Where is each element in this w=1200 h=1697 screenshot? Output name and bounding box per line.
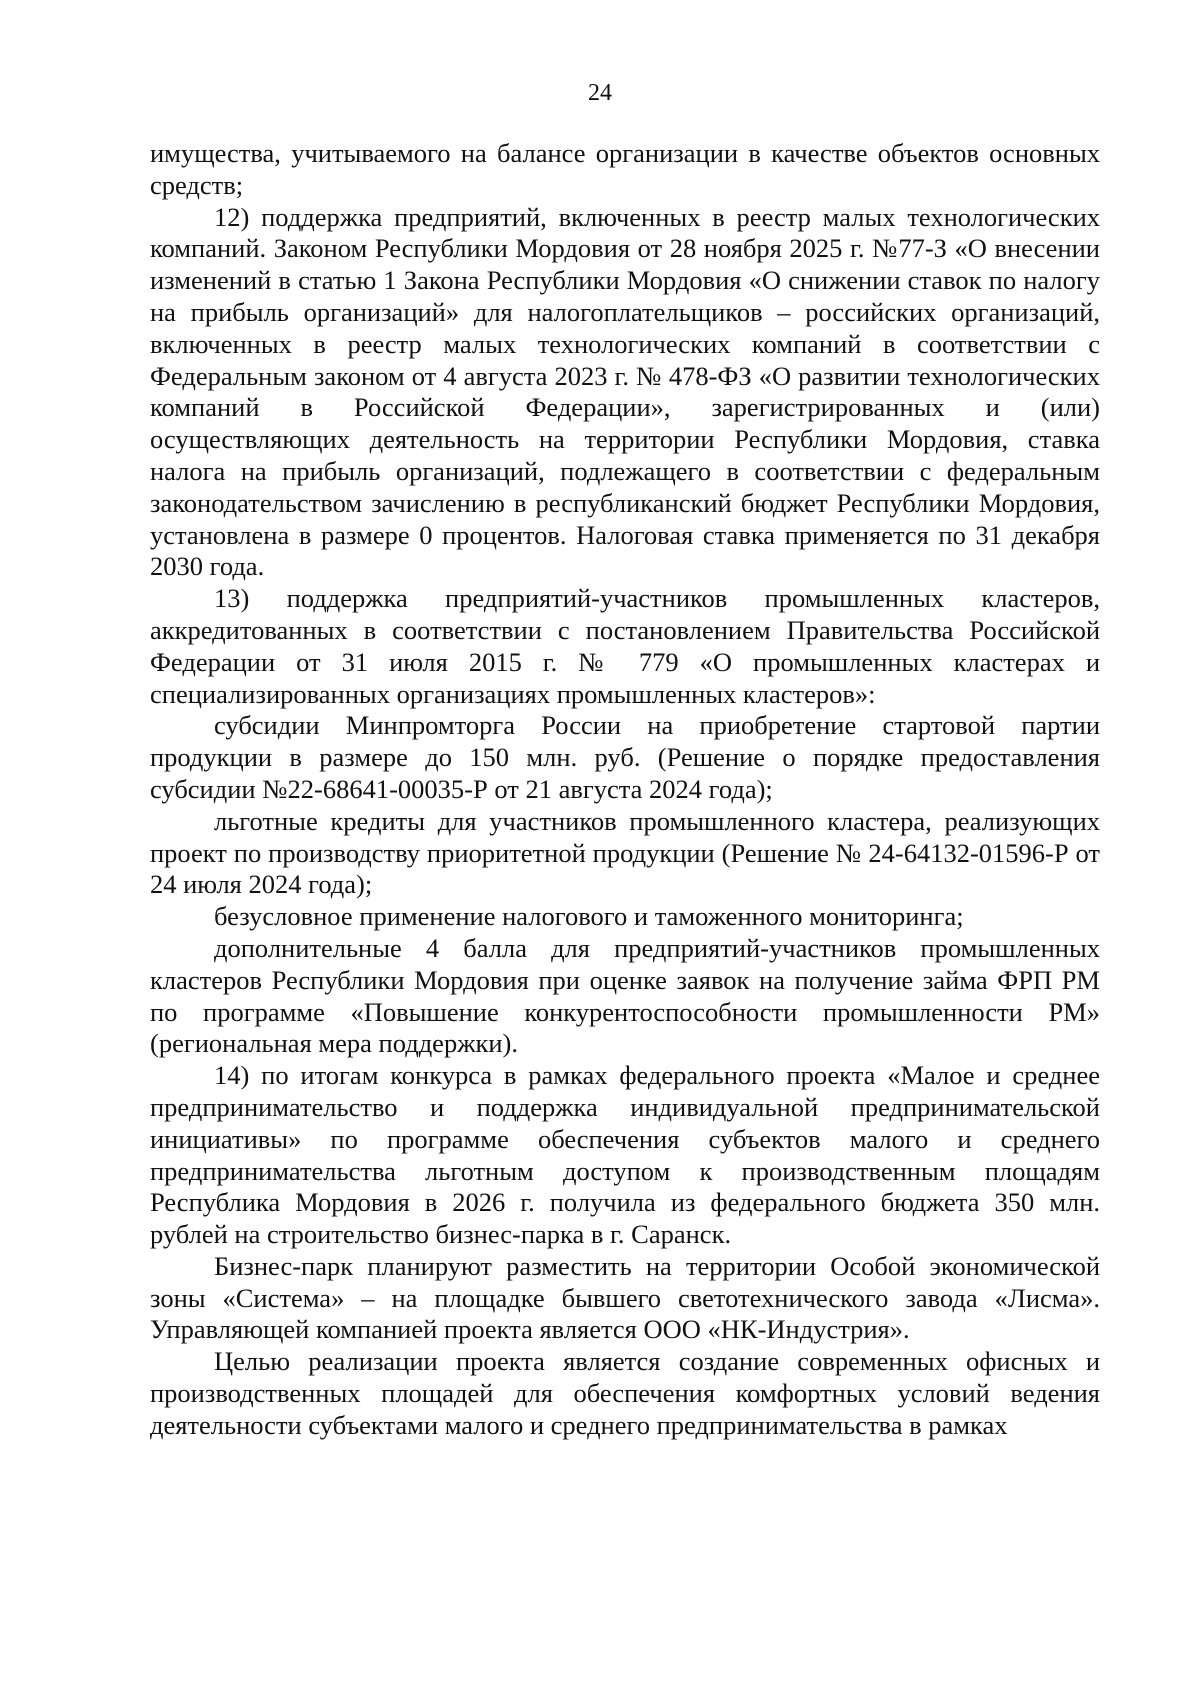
page-number: 24 — [588, 80, 612, 106]
paragraph-item-14: 14) по итогам конкурса в рамках федерального проекта «Малое и среднее предпринимательство и поддержка индивидуальной предпринимательской инициативы» по программе обеспечения субъектов малого и среднего предпринимательства льготным доступом к производственным площадям Республика Мордовия в 2026 г. получила из федерального бюджета 350 млн. рублей на строительство бизнес-парка в г. Саранск. — [150, 1060, 1100, 1250]
paragraph-preferential-loans: льготные кредиты для участников промышленного кластера, реализующих проект по производству приоритетной продукции (Решение № 24-64132-01596-Р от 24 июля 2024 года); — [150, 805, 1100, 900]
paragraph-subsidies: субсидии Минпромторга России на приобретение стартовой партии продукции в размере до 150 млн. руб. (Решение о порядке предоставления субсидии №22-68641-00035-Р от 21 августа 2024 года); — [150, 710, 1100, 804]
paragraph-item-12: 12) поддержка предприятий, включенных в реестр малых технологических компаний. Законом Республики Мордовия от 28 ноября 2025 г. №77-З «О внесении изменений в статью 1 Закона Республики Мордовия «О снижении ставок по налогу на прибыль организаций» для налогоплательщиков – российских организаций, включенных в реестр малых технологических компаний в соответствии с Федеральным законом от 4 августа 2023 г. № 478-ФЗ «О развитии технологических компаний в Российской Федерации», зарегистрированных и (или) осуществляющих деятельность на территории Республики Мордовия, ставка налога на прибыль организаций, подлежащего в соответствии с федеральным законодательством зачислению в республиканский бюджет Республики Мордовия, установлена в размере 0 процентов. Налоговая ставка применяется по 31 декабря 2030 года. — [150, 201, 1100, 582]
paragraph-project-goal: Целью реализации проекта является создание современных офисных и производственных площадей для обеспечения комфортных условий ведения деятельности субъектами малого и среднего предпринимательства в рамках — [150, 1346, 1100, 1440]
paragraph-assets-continuation: имущества, учитываемого на балансе организации в качестве объектов основных средств; — [150, 138, 1100, 200]
paragraph-business-park: Бизнес-парк планируют разместить на территории Особой экономической зоны «Система» – на площадке бывшего светотехнического завода «Лисма». Управляющей компанией проекта является ООО «НК-Индустрия». — [150, 1250, 1100, 1345]
paragraph-additional-points: дополнительные 4 балла для предприятий-участников промышленных кластеров Республики Мордовия при оценке заявок на получение займа ФРП РМ по программе «Повышение конкурентоспособности промышленности РМ» (региональная мера поддержки). — [150, 932, 1100, 1059]
paragraph-monitoring: безусловное применение налогового и таможенного мониторинга; — [214, 901, 964, 932]
document-body — [150, 138, 1100, 1442]
paragraph-item-13: 13) поддержка предприятий-участников промышленных кластеров, аккредитованных в соответствии с постановлением Правительства Российской Федерации от 31 июля 2015 г. № 779 «О промышленных кластерах и специализированных организациях промышленных кластеров»: — [150, 583, 1100, 709]
